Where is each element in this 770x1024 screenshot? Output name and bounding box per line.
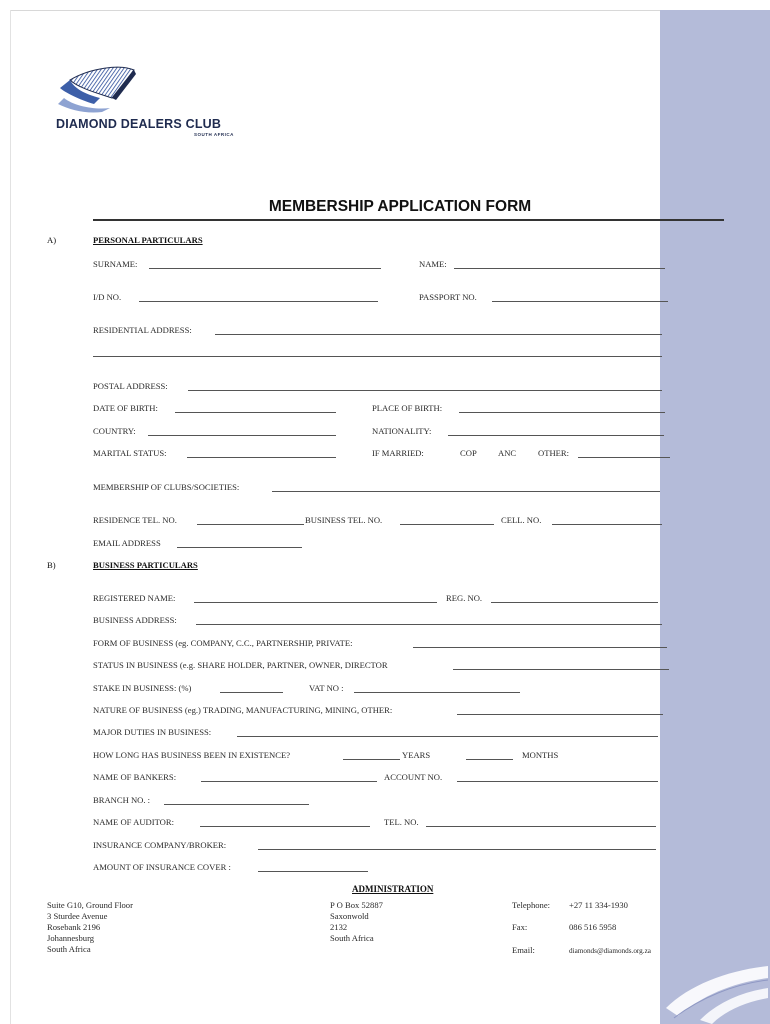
residence-tel-label: RESIDENCE TEL. NO. xyxy=(93,515,177,525)
status-in-business-label: STATUS IN BUSINESS (e.g. SHARE HOLDER, PARTNER, OWNER, DIRECTOR xyxy=(93,660,388,670)
name-of-bankers-field[interactable] xyxy=(201,781,377,782)
page-edge-left xyxy=(10,10,11,1024)
postal-address-label: POSTAL ADDRESS: xyxy=(93,381,168,391)
street-address-line: Rosebank 2196 xyxy=(47,922,101,932)
cell-no-field[interactable] xyxy=(552,524,662,525)
years-field[interactable] xyxy=(343,759,400,760)
diamond-logo-icon xyxy=(50,58,280,148)
cell-no-label: CELL. NO. xyxy=(501,515,542,525)
name-of-auditor-label: NAME OF AUDITOR: xyxy=(93,817,175,827)
if-married-label: IF MARRIED: xyxy=(372,448,424,458)
major-duties-label: MAJOR DUTIES IN BUSINESS: xyxy=(93,727,212,737)
telephone-value: +27 11 334-1930 xyxy=(569,900,628,910)
place-of-birth-field[interactable] xyxy=(459,412,665,413)
id-no-field[interactable] xyxy=(139,301,378,302)
page-title: MEMBERSHIP APPLICATION FORM xyxy=(268,198,532,215)
residential-address-label: RESIDENTIAL ADDRESS: xyxy=(93,325,192,335)
nature-of-business-label: NATURE OF BUSINESS (eg.) TRADING, MANUFACTURING, MINING, OTHER: xyxy=(93,705,393,715)
account-no-label: ACCOUNT NO. xyxy=(384,772,443,782)
fax-value: 086 516 5958 xyxy=(569,922,617,932)
reg-no-label: REG. NO. xyxy=(446,593,483,603)
insurance-company-field[interactable] xyxy=(258,849,656,850)
other-label: OTHER: xyxy=(538,448,570,458)
country-label: COUNTRY: xyxy=(93,426,136,436)
fax-label: Fax: xyxy=(512,922,528,932)
decorative-sidebar xyxy=(660,10,770,1024)
business-tel-label: BUSINESS TEL. NO. xyxy=(305,515,383,525)
branch-no-label: BRANCH NO. : xyxy=(93,795,151,805)
postal-address-line: Saxonwold xyxy=(330,911,369,921)
postal-address-field[interactable] xyxy=(188,390,662,391)
name-of-auditor-field[interactable] xyxy=(200,826,370,827)
months-field[interactable] xyxy=(466,759,513,760)
auditor-tel-no-label: TEL. NO. xyxy=(384,817,419,827)
street-address-line: South Africa xyxy=(47,944,91,954)
stake-in-business-label: STAKE IN BUSINESS: (%) xyxy=(93,683,192,693)
vat-no-field[interactable] xyxy=(354,692,520,693)
how-long-label: HOW LONG HAS BUSINESS BEEN IN EXISTENCE? xyxy=(93,750,291,760)
major-duties-field[interactable] xyxy=(237,736,658,737)
amount-of-insurance-field[interactable] xyxy=(258,871,368,872)
passport-no-field[interactable] xyxy=(492,301,668,302)
marital-status-label: MARITAL STATUS: xyxy=(93,448,167,458)
email-label: Email: xyxy=(512,945,535,955)
months-label: MONTHS xyxy=(522,750,559,760)
other-field[interactable] xyxy=(578,457,670,458)
cop-option[interactable]: COP xyxy=(460,448,477,458)
anc-option[interactable]: ANC xyxy=(498,448,517,458)
postal-address-line: 2132 xyxy=(330,922,348,932)
business-tel-field[interactable] xyxy=(400,524,494,525)
name-field[interactable] xyxy=(454,268,665,269)
country-field[interactable] xyxy=(148,435,336,436)
section-a-letter: A) xyxy=(47,235,57,245)
branch-no-field[interactable] xyxy=(164,804,309,805)
passport-no-label: PASSPORT NO. xyxy=(419,292,477,302)
reg-no-field[interactable] xyxy=(491,602,658,603)
business-address-label: BUSINESS ADDRESS: xyxy=(93,615,177,625)
logo-name: DIAMOND DEALERS CLUB xyxy=(56,117,222,131)
date-of-birth-label: DATE OF BIRTH: xyxy=(93,403,158,413)
diamond-swoosh-icon xyxy=(660,958,770,1024)
page-edge-top xyxy=(10,10,770,11)
residential-address-field[interactable] xyxy=(215,334,662,335)
form-of-business-label: FORM OF BUSINESS (eg. COMPANY, C.C., PARTNERSHIP, PRIVATE: xyxy=(93,638,353,648)
section-a-heading: PERSONAL PARTICULARS xyxy=(93,235,203,245)
business-address-field[interactable] xyxy=(196,624,662,625)
stake-in-business-field[interactable] xyxy=(220,692,283,693)
status-in-business-field[interactable] xyxy=(453,669,669,670)
marital-status-field[interactable] xyxy=(187,457,336,458)
email-address-field[interactable] xyxy=(177,547,302,548)
logo-subtitle: SOUTH AFRICA xyxy=(194,132,234,137)
nationality-field[interactable] xyxy=(448,435,664,436)
nature-of-business-field[interactable] xyxy=(457,714,663,715)
street-address-line: Johannesburg xyxy=(47,933,95,943)
account-no-field[interactable] xyxy=(457,781,658,782)
surname-label: SURNAME: xyxy=(93,259,138,269)
section-b-heading: BUSINESS PARTICULARS xyxy=(93,560,198,570)
telephone-label: Telephone: xyxy=(512,900,551,910)
date-of-birth-field[interactable] xyxy=(175,412,336,413)
email-address-label: EMAIL ADDRESS xyxy=(93,538,161,548)
insurance-company-label: INSURANCE COMPANY/BROKER: xyxy=(93,840,227,850)
auditor-tel-no-field[interactable] xyxy=(426,826,656,827)
section-b-letter: B) xyxy=(47,560,56,570)
name-label: NAME: xyxy=(419,259,447,269)
years-label: YEARS xyxy=(402,750,431,760)
surname-field[interactable] xyxy=(149,268,381,269)
membership-clubs-field[interactable] xyxy=(272,491,660,492)
membership-clubs-label: MEMBERSHIP OF CLUBS/SOCIETIES: xyxy=(93,482,240,492)
administration-heading: ADMINISTRATION xyxy=(352,884,434,894)
email-link[interactable]: diamonds@diamonds.org.za xyxy=(569,947,651,955)
form-of-business-field[interactable] xyxy=(413,647,667,648)
residential-address-field-line2[interactable] xyxy=(93,356,662,357)
name-of-bankers-label: NAME OF BANKERS: xyxy=(93,772,177,782)
id-no-label: I/D NO. xyxy=(93,292,122,302)
postal-address-line: South Africa xyxy=(330,933,374,943)
street-address-line: 3 Sturdee Avenue xyxy=(47,911,108,921)
registered-name-label: REGISTERED NAME: xyxy=(93,593,176,603)
street-address-line: Suite G10, Ground Floor xyxy=(47,900,133,910)
title-rule xyxy=(93,219,724,221)
vat-no-label: VAT NO : xyxy=(309,683,344,693)
postal-address-line: P O Box 52887 xyxy=(330,900,383,910)
residence-tel-field[interactable] xyxy=(197,524,304,525)
registered-name-field[interactable] xyxy=(194,602,437,603)
nationality-label: NATIONALITY: xyxy=(372,426,432,436)
place-of-birth-label: PLACE OF BIRTH: xyxy=(372,403,443,413)
amount-of-insurance-label: AMOUNT OF INSURANCE COVER : xyxy=(93,862,231,872)
